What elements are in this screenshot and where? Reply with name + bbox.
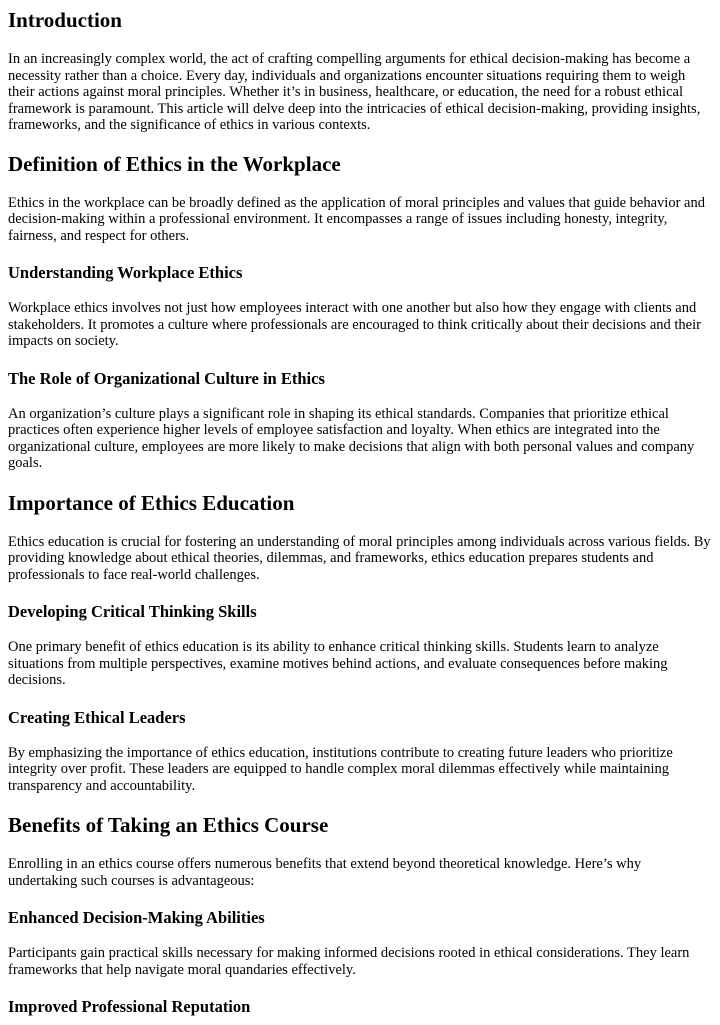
paragraph-critical-thinking: One primary benefit of ethics education is its ability to enhance critical thinking skills. Students learn to analyze situations from multiple perspectives, examine motives behind actions, and evaluate consequences before making decisions. — [8, 639, 668, 688]
paragraph-ethics-education: Ethics education is crucial for fostering an understanding of moral principles among individuals across various fields. By providing knowledge about ethical theories, dilemmas, and frameworks, ethics education prepares students and professionals to face real-world challenges. — [8, 533, 711, 583]
section-heading-definition: Definition of Ethics in the Workplace — [8, 151, 341, 176]
section-heading-introduction: Introduction — [8, 8, 122, 32]
section-heading-ethics-course-benefits: Benefits of Taking an Ethics Course — [8, 813, 329, 837]
paragraph-decision-making: Participants gain practical skills necessary for making informed decisions rooted in ethical considerations. They learn frameworks that help navigate moral quandaries effectively. — [8, 945, 690, 978]
paragraph-organizational-culture: An organization’s culture plays a significant role in shaping its ethical standards. Companies that prioritize ethical practices often experience higher levels of employee satisfaction and loyalty. When ethics are integrated into the organizational culture, employees are more likely to make decisions that align with both personal values and company goals. — [8, 405, 695, 471]
paragraph-ethical-leaders: By emphasizing the importance of ethics education, institutions contribute to creating future leaders who prioritize integrity over profit. These leaders are equipped to handle complex moral dilemmas effectively while maintaining transparency and accountability. — [8, 744, 673, 794]
article — [0, 8, 720, 1016]
paragraph-ethics-course-benefits: Enrolling in an ethics course offers numerous benefits that extend beyond theoretical knowledge. Here’s why undertaking such courses is advantageous: — [8, 856, 642, 889]
section-heading-ethics-education: Importance of Ethics Education — [8, 490, 295, 515]
paragraph-understanding-workplace-ethics: Workplace ethics involves not just how employees interact with one another but also how they engage with clients and stakeholders. It promotes a culture where professionals are encouraged to think critically about their decisions and their impacts on society. — [8, 300, 701, 349]
paragraph-introduction: In an increasingly complex world, the act of crafting compelling arguments for ethical decision-making has become a necessity rather than a choice. Every day, individuals and organizations encounter situations requiring them to weigh their actions against moral principles. Whether it’s in business, healthcare, or education, the need for a robust ethical framework is paramount. This article will delve deep into the intricacies of ethical decision-making, providing insights, frameworks, and the significance of ethics in various contexts. — [8, 51, 701, 133]
subheading-decision-making: Enhanced Decision-Making Abilities — [8, 908, 265, 927]
subheading-understanding-workplace-ethics: Understanding Workplace Ethics — [8, 263, 243, 282]
subheading-professional-reputation: Improved Professional Reputation — [8, 997, 251, 1016]
subheading-ethical-leaders: Creating Ethical Leaders — [8, 707, 186, 727]
subheading-organizational-culture: The Role of Organizational Culture in Ethics — [8, 368, 325, 388]
subheading-critical-thinking: Developing Critical Thinking Skills — [8, 602, 257, 621]
paragraph-definition: Ethics in the workplace can be broadly defined as the application of moral principles and values that guide behavior and decision-making within a professional environment. It encompasses a range of issues including honesty, integrity, fairness, and respect for others. — [8, 194, 705, 244]
